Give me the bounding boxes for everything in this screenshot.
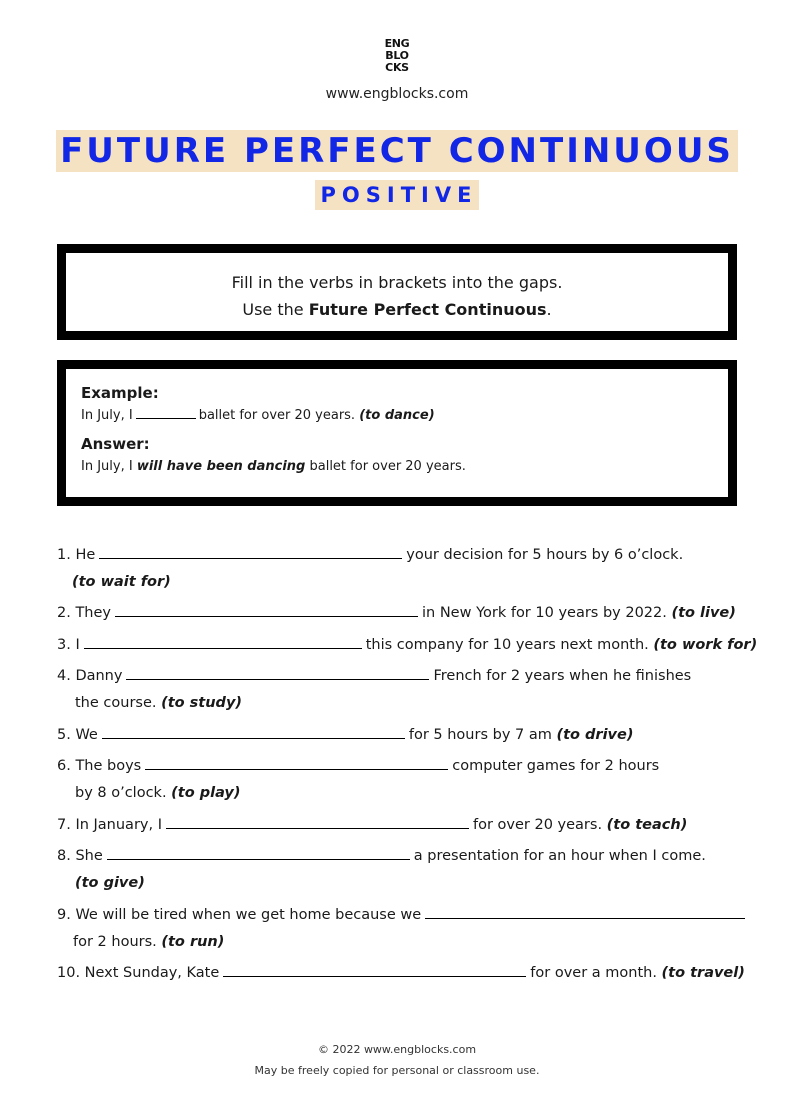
question-text: French for 2 years when he finishes (433, 668, 692, 684)
answer-blank[interactable] (115, 603, 418, 617)
example-after: ballet for over 20 years. (198, 408, 356, 423)
question-text: this company for 10 years next month. (365, 637, 649, 653)
question-10 (57, 963, 745, 983)
example-label: Example: (81, 384, 159, 402)
question-text: 2. They (57, 605, 111, 621)
question-text: 7. In January, I (57, 817, 162, 833)
example-sentence (81, 407, 728, 425)
logo (0, 38, 794, 75)
question-1 (57, 545, 683, 565)
verb-hint: (to travel) (661, 965, 745, 981)
question-text: your decision for 5 hours by 6 o’clock. (406, 547, 684, 563)
example-hint: (to dance) (359, 408, 435, 423)
question-8-hint-line (75, 873, 145, 893)
answer-blank[interactable] (166, 815, 469, 829)
verb-hint: (to live) (671, 605, 736, 621)
question-text: 6. The boys (57, 758, 142, 774)
verb-hint: (to work for) (653, 637, 758, 653)
question-text: 1. He (57, 547, 96, 563)
question-text: in New York for 10 years by 2022. (422, 605, 667, 621)
verb-hint: (to give) (75, 875, 145, 891)
answer-blank[interactable] (102, 725, 405, 739)
answer-label: Answer: (81, 435, 150, 453)
verb-hint: (to play) (171, 785, 241, 801)
page-title: FUTURE PERFECT CONTINUOUS (56, 130, 738, 172)
question-9-continuation (73, 932, 224, 952)
answer-blank[interactable] (99, 545, 402, 559)
answer-blank[interactable] (107, 846, 410, 860)
question-7 (57, 815, 687, 835)
question-text: computer games for 2 hours (452, 758, 660, 774)
logo-line: CKS (385, 61, 409, 74)
verb-hint: (to drive) (556, 727, 634, 743)
question-text: a presentation for an hour when I come. (413, 848, 706, 864)
answer-blank[interactable] (223, 963, 526, 977)
logo-line: BLO (385, 49, 409, 62)
question-text: the course. (75, 695, 157, 711)
answer-sentence (81, 458, 728, 476)
answer-after: ballet for over 20 years. (305, 459, 466, 474)
answer-blank[interactable] (126, 666, 429, 680)
question-3 (57, 635, 757, 655)
example-box (57, 360, 737, 506)
instructions-line-1: Fill in the verbs in brackets into the gaps. (231, 273, 563, 292)
question-9 (57, 905, 749, 925)
instructions-suffix: . (546, 300, 552, 319)
question-text: 4. Danny (57, 668, 123, 684)
engblocks-logo (385, 38, 410, 74)
example-before: In July, I (81, 408, 133, 423)
question-4-continuation (75, 693, 242, 713)
verb-hint: (to wait for) (72, 574, 171, 590)
question-1-hint-line (72, 572, 171, 592)
question-text: 10. Next Sunday, Kate (57, 965, 220, 981)
verb-hint: (to run) (161, 934, 225, 950)
answer-verb: will have been dancing (136, 459, 306, 474)
question-text: by 8 o’clock. (75, 785, 167, 801)
question-text: for 5 hours by 7 am (408, 727, 552, 743)
question-text: for over a month. (530, 965, 657, 981)
instructions-tense: Future Perfect Continuous (308, 300, 547, 319)
question-4 (57, 666, 691, 686)
question-2 (57, 603, 736, 623)
question-6-continuation (75, 783, 241, 803)
question-text: 3. I (57, 637, 80, 653)
answer-blank[interactable] (145, 756, 448, 770)
question-text: 9. We will be tired when we get home because we (57, 907, 422, 923)
answer-blank[interactable] (425, 905, 745, 919)
instructions-line-2 (66, 296, 728, 323)
question-text: 8. She (57, 848, 103, 864)
question-text: 5. We (57, 727, 98, 743)
verb-hint: (to teach) (606, 817, 688, 833)
question-8 (57, 846, 706, 866)
footer-copyright: © 2022 www.engblocks.com (317, 1043, 477, 1056)
site-url[interactable]: www.engblocks.com (325, 86, 469, 102)
question-text: for over 20 years. (472, 817, 603, 833)
question-6 (57, 756, 659, 776)
instructions-prefix: Use the (242, 300, 309, 319)
footer-note: May be freely copied for personal or classroom use. (254, 1064, 540, 1077)
question-5 (57, 725, 633, 745)
verb-hint: (to study) (161, 695, 243, 711)
question-text: for 2 hours. (73, 934, 157, 950)
example-blank (136, 407, 196, 419)
page-subtitle: POSITIVE (315, 180, 480, 210)
answer-before: In July, I (81, 459, 137, 474)
logo-line: ENG (384, 37, 410, 50)
answer-blank[interactable] (84, 635, 362, 649)
instructions-box (57, 244, 737, 340)
